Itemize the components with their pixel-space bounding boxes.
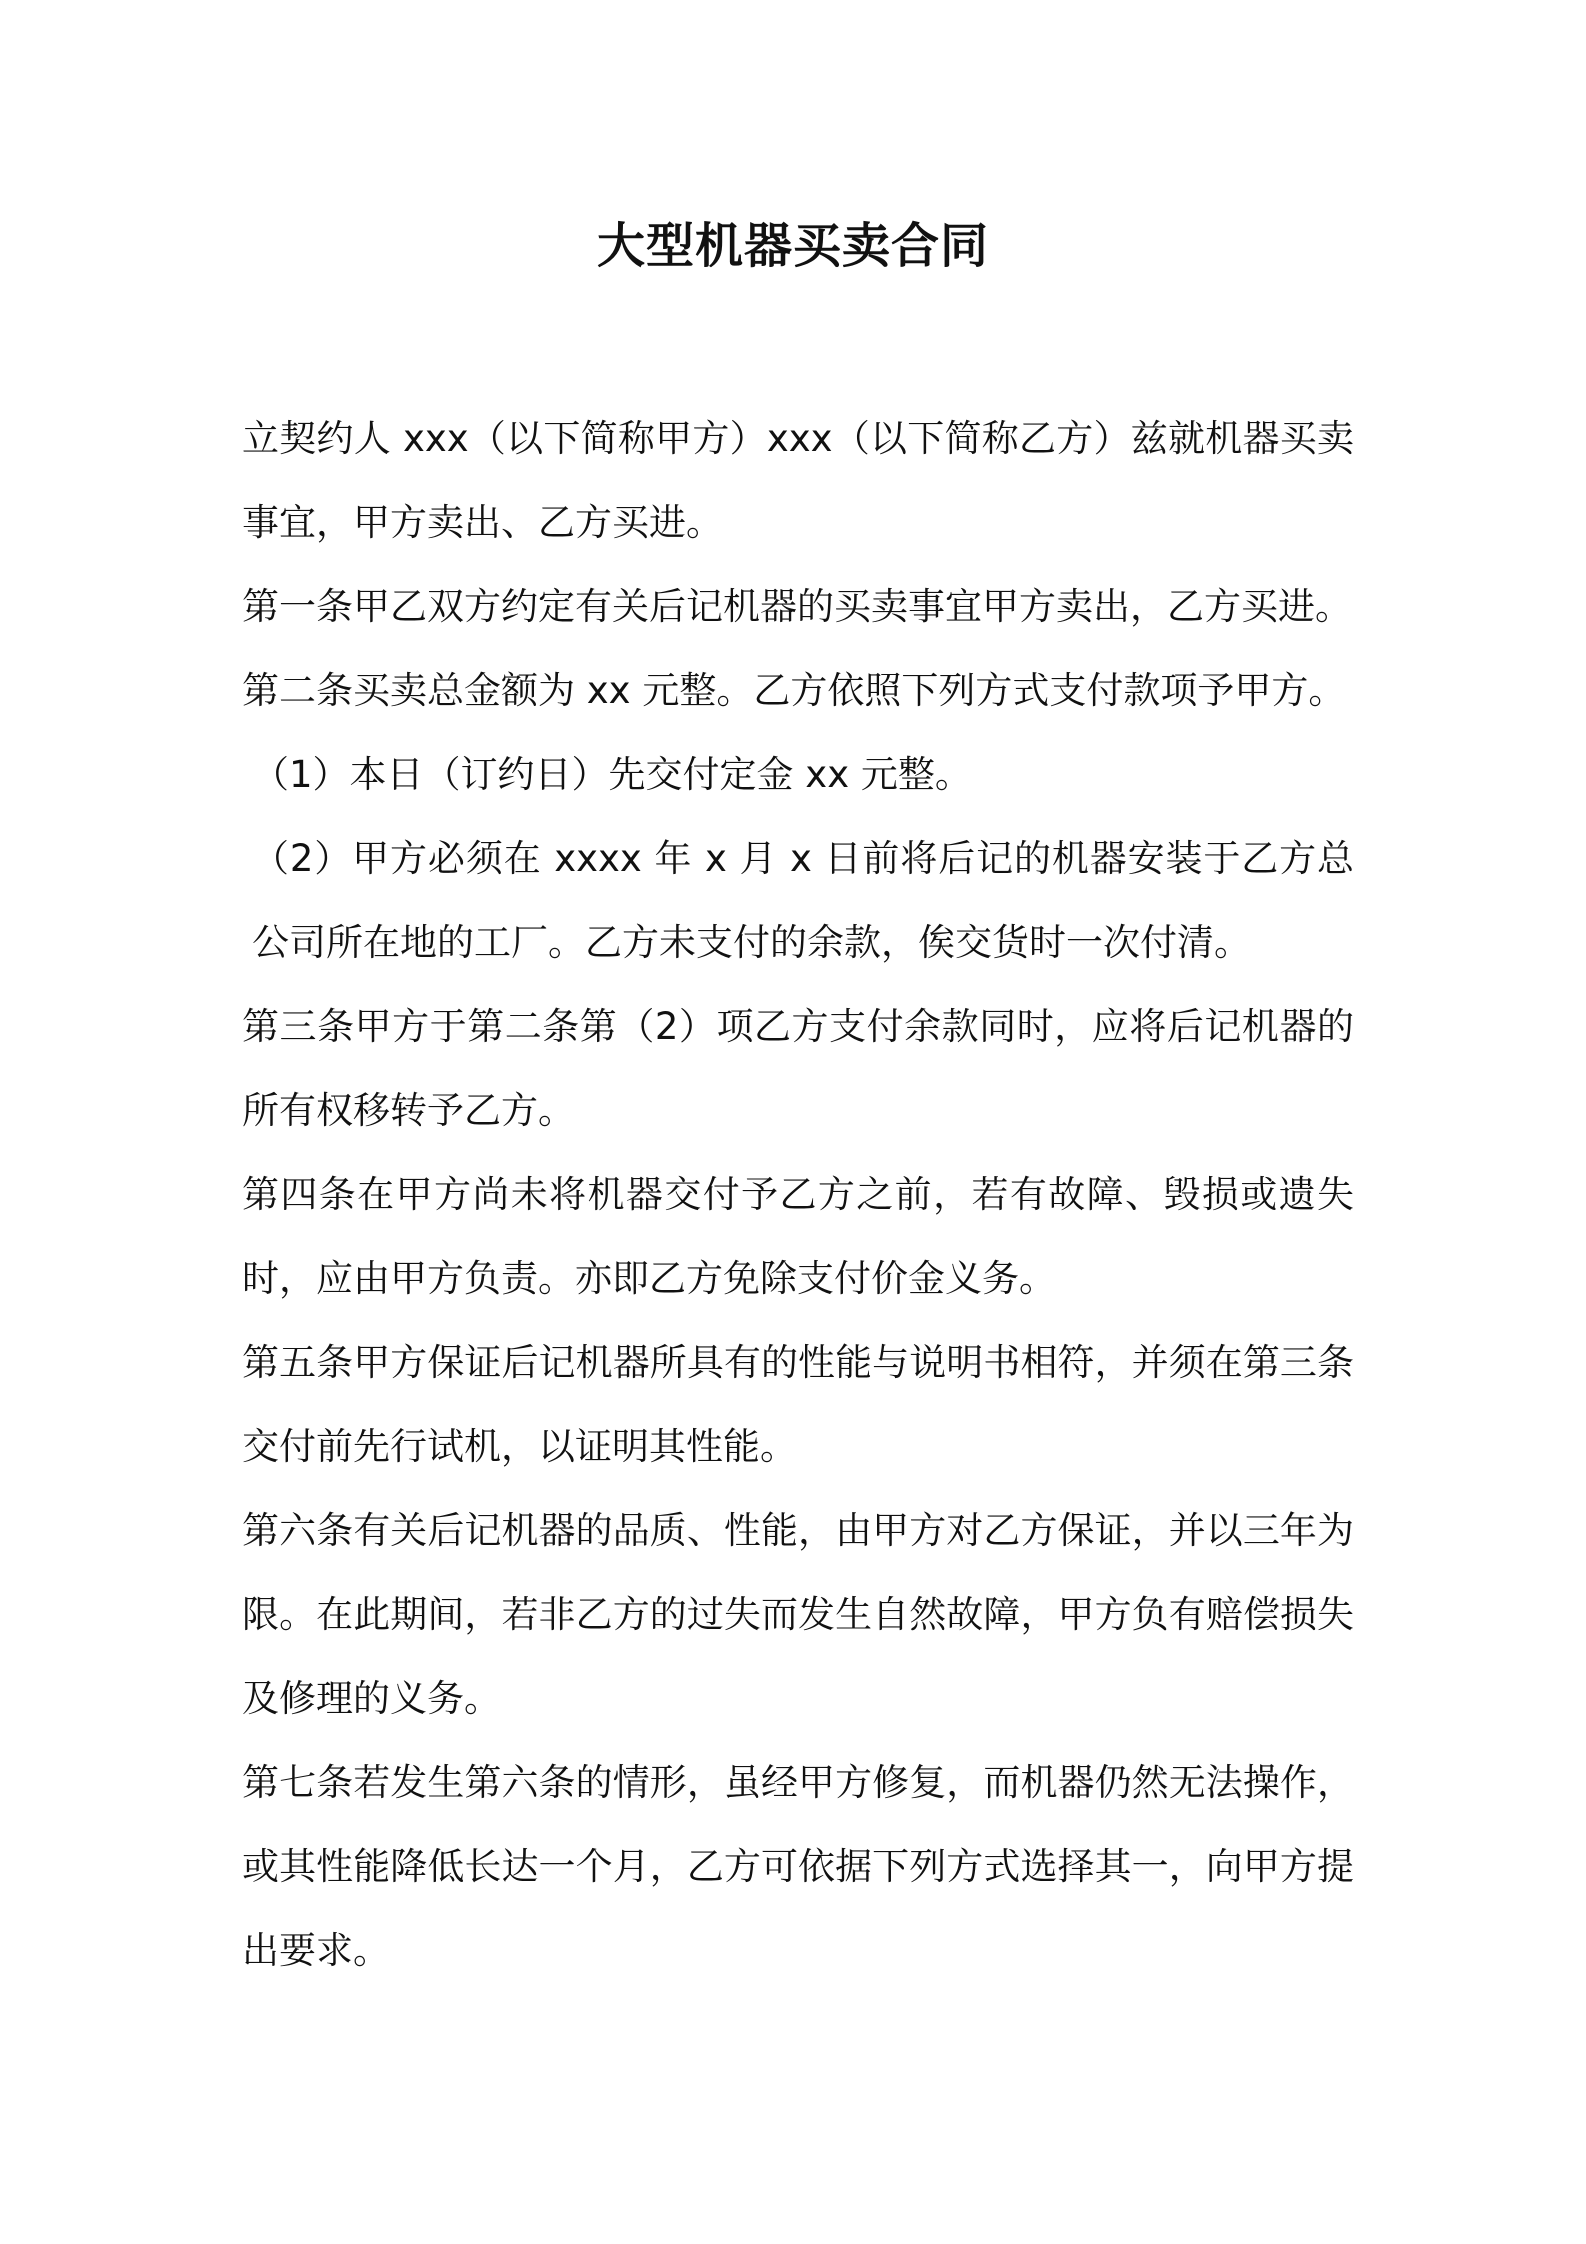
article-1-paragraph: 第一条甲乙双方约定有关后记机器的买卖事宜甲方卖出，乙方买进。 <box>242 585 1352 628</box>
article-4-paragraph: 第四条在甲方尚未将机器交付予乙方之前，若有故障、毁损或遗失时，应由甲方负责。亦即乙方免除支付价金义务。 <box>242 1173 1354 1300</box>
article-2-item-2: （2）甲方必须在 xxxx 年 x 月 x 日前将后记的机器安装于乙方总公司所在地的工厂。乙方未支付的余款，俟交货时一次付清。 <box>252 837 1354 964</box>
article-5-paragraph: 第五条甲方保证后记机器所具有的性能与说明书相符，并须在第三条交付前先行试机，以证明其性能。 <box>242 1341 1354 1468</box>
article-7-paragraph: 第七条若发生第六条的情形，虽经甲方修复，而机器仍然无法操作，或其性能降低长达一个月，乙方可依据下列方式选择其一，向甲方提出要求。 <box>242 1761 1354 1972</box>
article-2-paragraph: 第二条买卖总金额为 xx 元整。乙方依照下列方式支付款项予甲方。 <box>242 669 1346 712</box>
document-body <box>242 397 1354 1993</box>
document-title: 大型机器买卖合同 <box>596 218 989 274</box>
article-3-paragraph: 第三条甲方于第二条第（2）项乙方支付余款同时，应将后记机器的所有权移转予乙方。 <box>242 1005 1354 1132</box>
article-2-item-1: （1）本日（订约日）先交付定金 xx 元整。 <box>252 753 972 796</box>
article-6-paragraph: 第六条有关后记机器的品质、性能，由甲方对乙方保证，并以三年为限。在此期间，若非乙方的过失而发生自然故障，甲方负有赔偿损失及修理的义务。 <box>242 1509 1354 1720</box>
preamble-paragraph: 立契约人 xxx（以下简称甲方）xxx（以下简称乙方）兹就机器买卖事宜，甲方卖出、乙方买进。 <box>242 417 1354 544</box>
